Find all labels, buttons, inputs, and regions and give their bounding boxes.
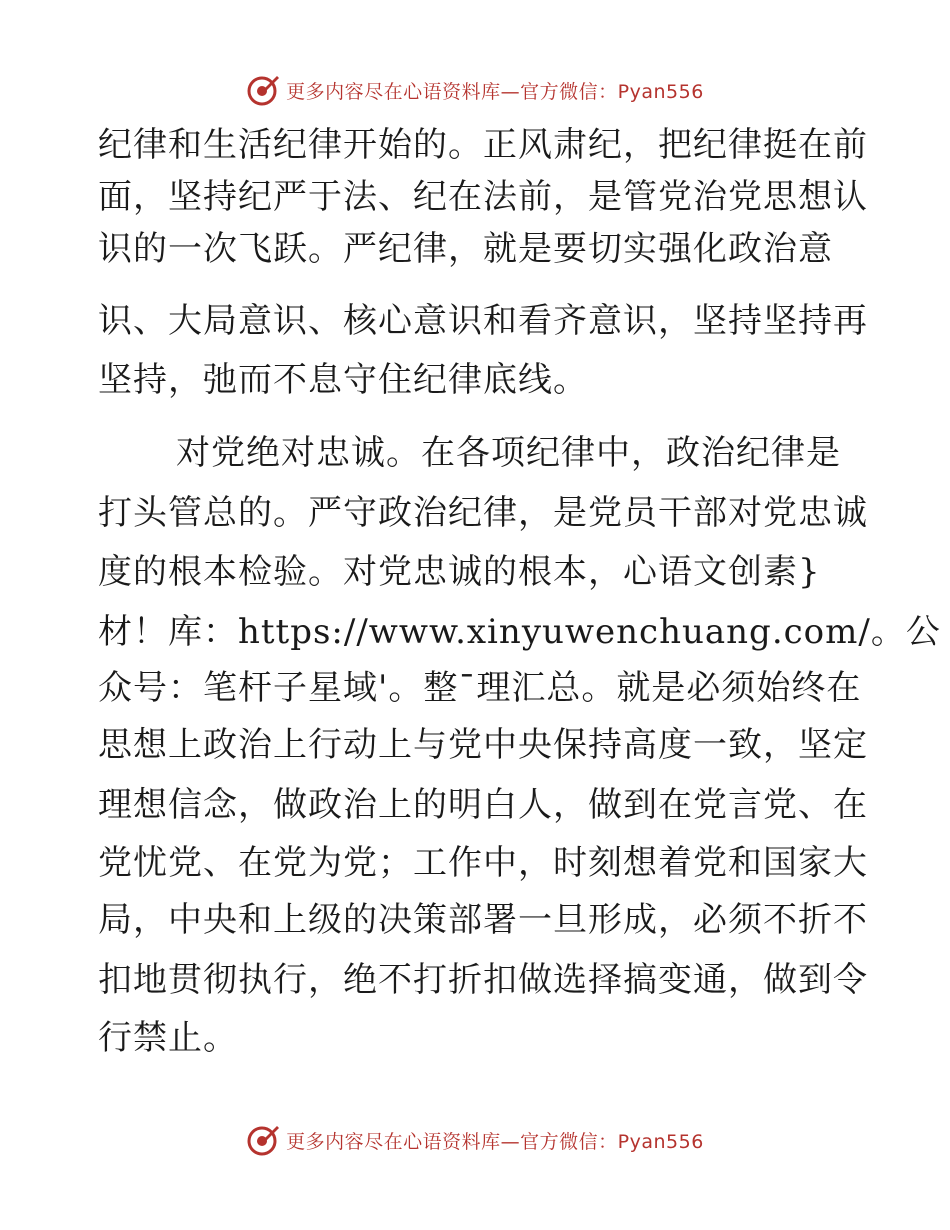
text-line: 坚持，弛而不息守住纪律底线。	[98, 360, 588, 400]
text-line: 理想信念，做政治上的明白人，做到在党言党、在	[98, 785, 868, 825]
pen-logo-icon	[246, 1123, 280, 1157]
text-line: 材！库：https://www.xinyuwenchuang.com/。公	[98, 612, 941, 652]
text-line: 扣地贯彻执行，绝不打折扣做选择搞变通，做到令	[98, 960, 868, 1000]
text-line: 识的一次飞跃。严纪律，就是要切实强化政治意	[98, 229, 833, 269]
footer-banner-text: 更多内容尽在心语资料库—官方微信：Pyan556	[286, 1130, 704, 1153]
text-line: 众号：笔杆子星域'。整¯理汇总。就是必须始终在	[98, 668, 862, 708]
pen-logo-icon	[246, 73, 280, 107]
text-line: 面，坚持纪严于法、纪在法前，是管党治党思想认	[98, 177, 868, 217]
text-line: 党忧党、在党为党；工作中，时刻想着党和国家大	[98, 843, 868, 883]
header-banner-text: 更多内容尽在心语资料库—官方微信：Pyan556	[286, 80, 704, 103]
text-line: 度的根本检验。对党忠诚的根本，心语文创素}	[98, 552, 821, 592]
header-banner	[0, 70, 950, 110]
footer-banner	[0, 1120, 950, 1160]
text-line: 识、大局意识、核心意识和看齐意识，坚持坚持再	[98, 301, 868, 341]
text-line: 打头管总的。严守政治纪律，是党员干部对党忠诚	[98, 493, 868, 533]
text-line: 局，中央和上级的决策部署一旦形成，必须不折不	[98, 900, 868, 940]
text-line: 思想上政治上行动上与党中央保持高度一致，坚定	[98, 725, 868, 765]
paragraph-first-line: 对党绝对忠诚。在各项纪律中，政治纪律是	[176, 433, 841, 473]
text-line: 纪律和生活纪律开始的。正风肃纪，把纪律挺在前	[98, 125, 868, 165]
text-line: 行禁止。	[98, 1018, 238, 1058]
